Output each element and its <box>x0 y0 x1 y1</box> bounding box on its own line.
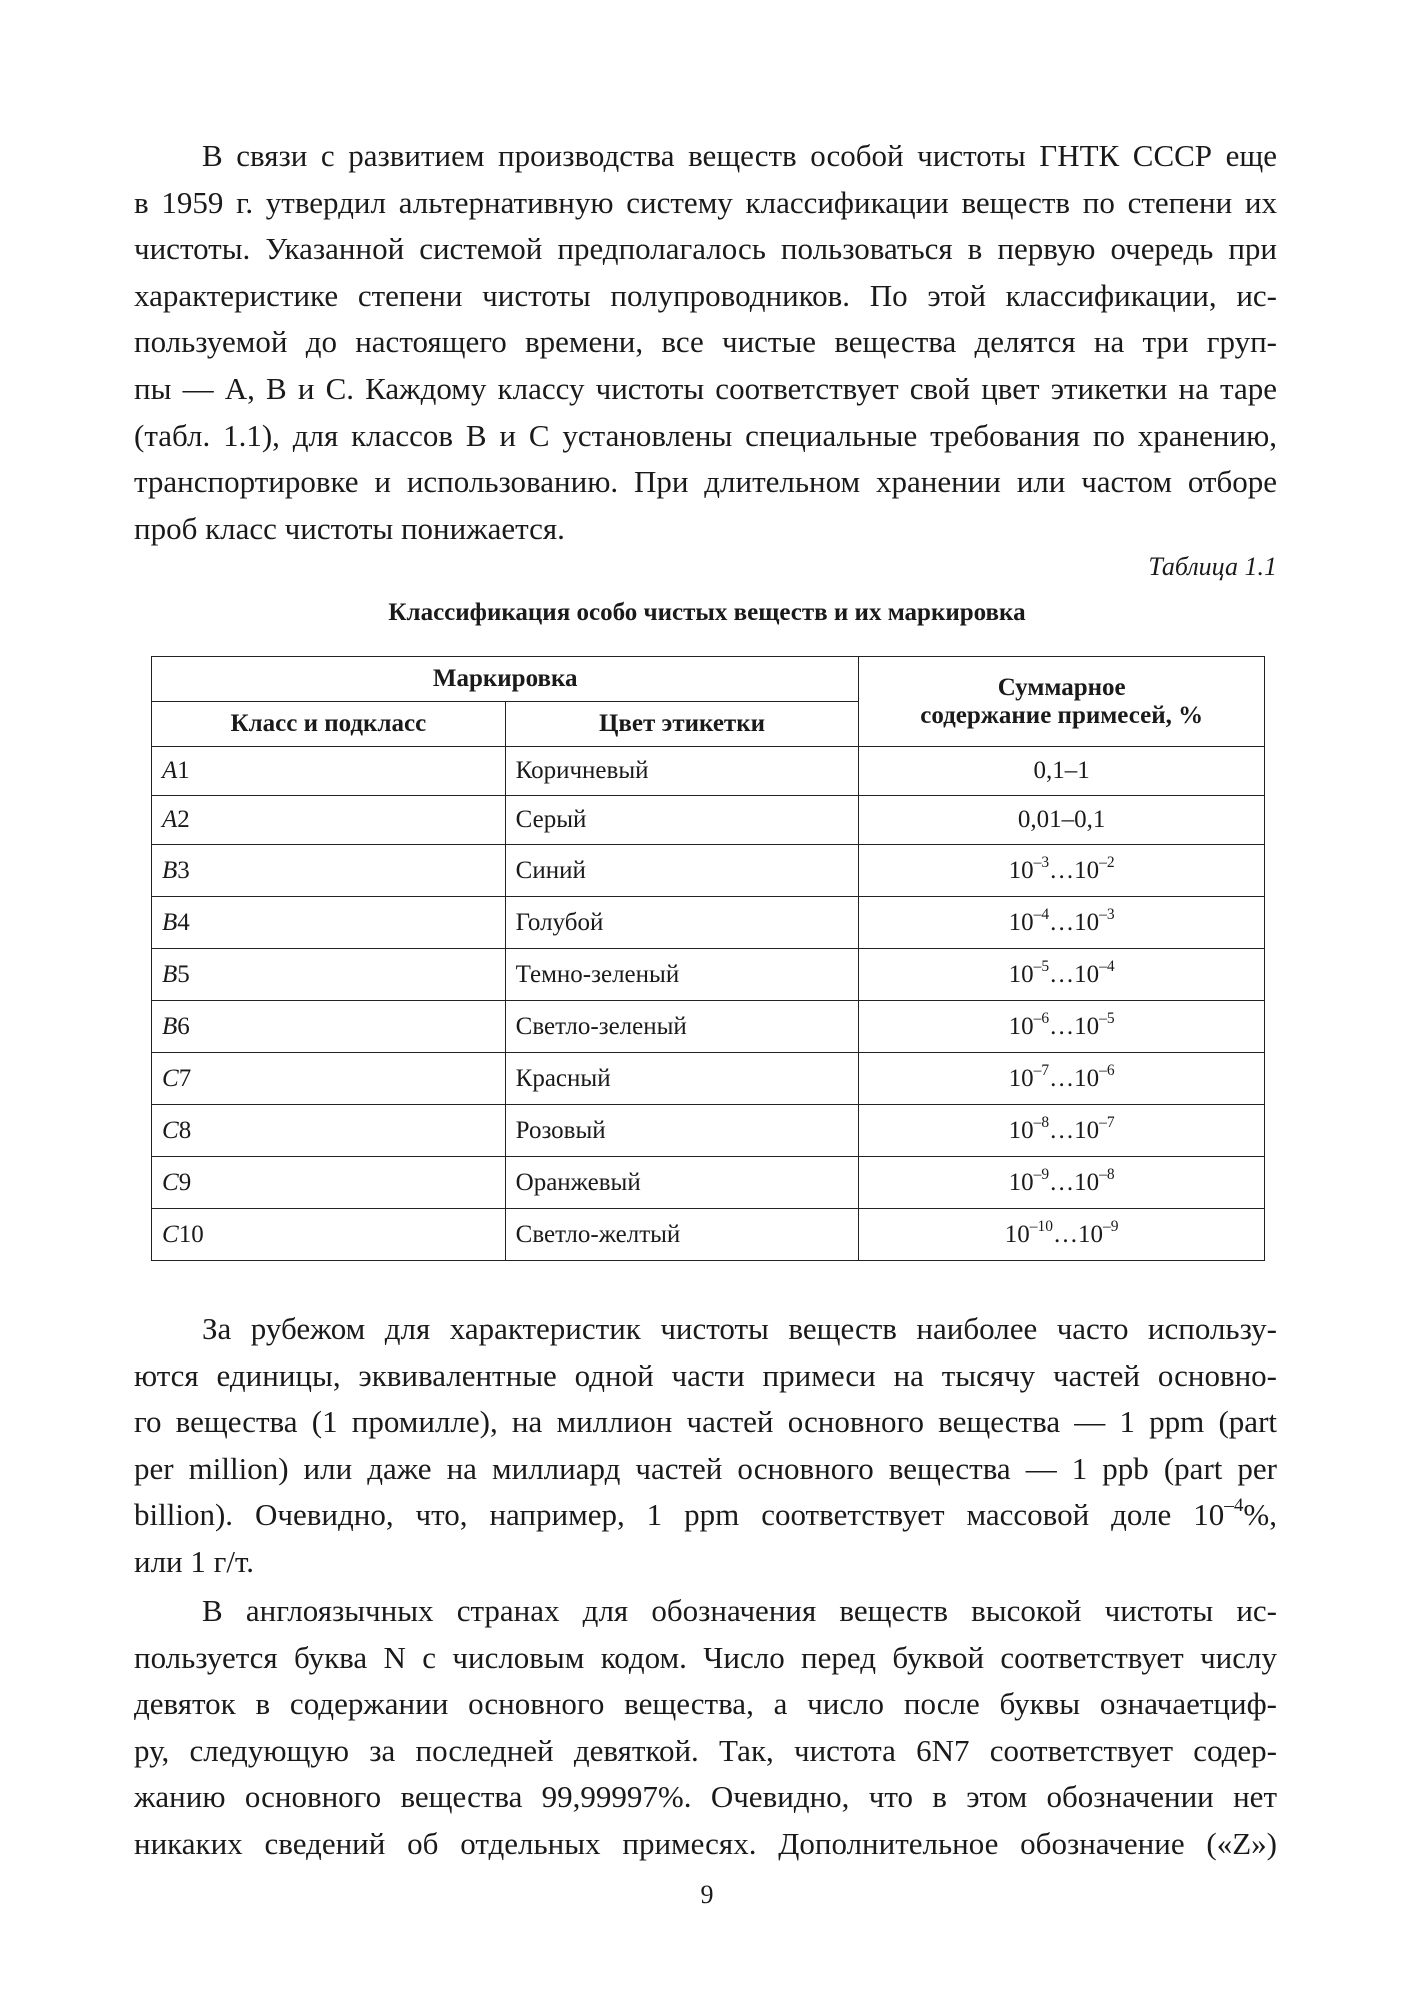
cell-total: $10^{-3}\dots 10^{-2}$ <box>859 845 1265 897</box>
table-row <box>152 1001 1265 1053</box>
paragraph-units <box>134 1306 1277 1586</box>
cell-color: Светло-желтый <box>505 1209 859 1261</box>
table-row <box>152 1157 1265 1209</box>
text-line: девяток в содержании основного вещества, а число после буквы означаетциф- <box>134 1686 1277 1722</box>
text-line: го вещества (1 промилле), на миллион частей основного вещества — 1 ppm (part <box>134 1404 1277 1440</box>
text-line: per million) или даже на миллиард частей основного вещества — 1 ppb (part per <box>134 1450 1277 1486</box>
cell-total: $10^{-7}\dots 10^{-6}$ <box>859 1053 1265 1105</box>
cell-total: $10^{-9}\dots 10^{-8}$ <box>859 1157 1265 1209</box>
cell-total: $10^{-6}\dots 10^{-5}$ <box>859 1001 1265 1053</box>
table-row <box>152 747 1265 796</box>
text-line: пы — A, B и C. Каждому классу чистоты соответствует свой цвет этикетки на таре <box>134 370 1277 406</box>
cell-color: Светло-зеленый <box>505 1001 859 1053</box>
table-header-row <box>152 657 1265 702</box>
cell-class: B4 <box>152 897 506 949</box>
purity-classification-table <box>151 656 1265 1261</box>
table-title: Классификация особо чистых веществ и их маркировка <box>388 599 1026 626</box>
cell-color: Темно-зеленый <box>505 949 859 1001</box>
table-row <box>152 1105 1265 1157</box>
table-row <box>152 949 1265 1001</box>
cell-total: $10^{-5}\dots 10^{-4}$ <box>859 949 1265 1001</box>
text-line: пользуется буква N с числовым кодом. Число перед буквой соответствует числу <box>134 1639 1277 1675</box>
text-line: в 1959 г. утвердил альтернативную систему классификации веществ по степени их <box>134 184 1277 220</box>
cell-color: Голубой <box>505 897 859 949</box>
page-number: 9 <box>700 1880 714 1909</box>
cell-total: $10^{-10}\dots 10^{-9}$ <box>859 1209 1265 1261</box>
cell-class: C10 <box>152 1209 506 1261</box>
table-row <box>152 1209 1265 1261</box>
text-line: В связи с развитием производства веществ особой чистоты ГНТК СССР еще <box>202 138 1277 173</box>
text-line: billion). Очевидно, что, например, 1 ppm соответствует массовой доле $10^{-4}\%$, <box>134 1495 1277 1533</box>
text-line: ются единицы, эквивалентные одной части примеси на тысячу частей основно- <box>134 1357 1277 1393</box>
cell-total: 0,01–0,1 <box>859 796 1265 845</box>
cell-total: $10^{-8}\dots 10^{-7}$ <box>859 1105 1265 1157</box>
cell-class: C7 <box>152 1053 506 1105</box>
text-line: пользуемой до настоящего времени, все чистые вещества делятся на три груп- <box>134 324 1277 360</box>
table-row <box>152 1053 1265 1105</box>
cell-class: C9 <box>152 1157 506 1209</box>
cell-color: Красный <box>505 1053 859 1105</box>
header-marking: Маркировка <box>152 657 859 702</box>
table-label: Таблица 1.1 <box>1148 552 1277 581</box>
cell-color: Оранжевый <box>505 1157 859 1209</box>
header-total-line2: содержание примесей, % <box>920 701 1204 729</box>
header-total-line1: Суммарное <box>997 673 1126 701</box>
cell-color: Серый <box>505 796 859 845</box>
cell-class: B3 <box>152 845 506 897</box>
cell-class: B6 <box>152 1001 506 1053</box>
table-row <box>152 845 1265 897</box>
text-line: жанию основного вещества 99,99997%. Очевидно, что в этом обозначении нет <box>134 1779 1277 1815</box>
text-line: транспортировке и использованию. При длительном хранении или частом отборе <box>134 464 1277 500</box>
cell-color: Коричневый <box>505 747 859 796</box>
text-line: За рубежом для характеристик чистоты веществ наиболее часто использу- <box>202 1311 1277 1346</box>
header-label-color: Цвет этикетки <box>505 702 859 747</box>
text-line: ру, следующую за последней девяткой. Так, чистота 6N7 соответствует содер- <box>134 1732 1277 1768</box>
header-class: Класс и подкласс <box>152 702 506 747</box>
text-line: проб класс чистоты понижается. <box>134 510 565 546</box>
cell-total: $10^{-4}\dots 10^{-3}$ <box>859 897 1265 949</box>
text-line: характеристике степени чистоты полупроводников. По этой классификации, ис- <box>134 277 1277 313</box>
header-total-impurities <box>859 657 1265 747</box>
cell-class: B5 <box>152 949 506 1001</box>
cell-total: 0,1–1 <box>859 747 1265 796</box>
text-line: (табл. 1.1), для классов B и C установлены специальные требования по хранению, <box>134 417 1277 453</box>
text-line: чистоты. Указанной системой предполагалось пользоваться в первую очередь при <box>134 231 1277 267</box>
text-line: или 1 г/т. <box>134 1543 254 1579</box>
text-line: никаких сведений об отдельных примесях. Дополнительное обозначение («Z») <box>134 1825 1277 1861</box>
cell-class: C8 <box>152 1105 506 1157</box>
cell-class: A1 <box>152 747 506 796</box>
table-row <box>152 796 1265 845</box>
cell-color: Розовый <box>505 1105 859 1157</box>
cell-color: Синий <box>505 845 859 897</box>
cell-class: A2 <box>152 796 506 845</box>
paragraph-purity-classification <box>134 133 1277 552</box>
table-row <box>152 897 1265 949</box>
paragraph-n-notation <box>134 1588 1277 1868</box>
text-line: В англоязычных странах для обозначения веществ высокой чистоты ис- <box>202 1593 1277 1628</box>
